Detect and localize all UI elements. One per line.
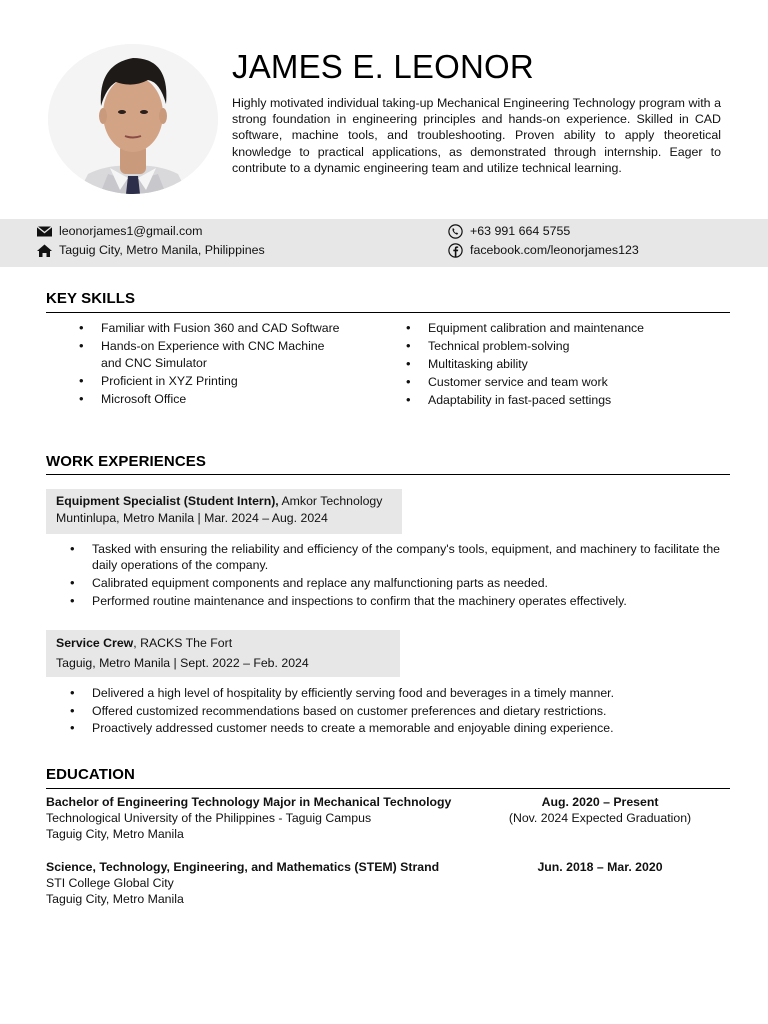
work-heading: WORK EXPERIENCES bbox=[46, 453, 206, 470]
skill-item: • Proficient in XYZ Printing bbox=[75, 373, 345, 390]
home-icon bbox=[36, 243, 53, 258]
skills-list-right bbox=[402, 320, 722, 410]
job-company: Amkor Technology bbox=[278, 494, 383, 508]
job-header-2 bbox=[46, 630, 400, 677]
skill-item: • Familiar with Fusion 360 and CAD Software bbox=[75, 320, 345, 337]
contact-facebook[interactable] bbox=[447, 241, 639, 259]
skill-item: • Microsoft Office bbox=[75, 391, 345, 408]
duty-item: • Offered customized recommendations based on customer preferences and dietary restrictions. bbox=[66, 703, 720, 719]
job-duties-2 bbox=[66, 685, 720, 738]
skill-item: • Customer service and team work bbox=[402, 374, 722, 391]
skills-heading: KEY SKILLS bbox=[46, 290, 136, 307]
applicant-name: JAMES E. LEONOR bbox=[232, 48, 534, 85]
education-entry-2 bbox=[46, 859, 730, 907]
job-meta: Taguig, Metro Manila | Sept. 2022 – Feb. 2024 bbox=[56, 655, 309, 670]
job-company: , RACKS The Fort bbox=[133, 636, 233, 650]
skill-item: • Technical problem-solving bbox=[402, 338, 722, 355]
job-duties-1 bbox=[66, 541, 720, 610]
degree-title: Bachelor of Engineering Technology Major in Mechanical Technology bbox=[46, 795, 452, 809]
phone-text: +63 991 664 5755 bbox=[470, 224, 571, 238]
skill-item: • Hands-on Experience with CNC Machine and CNC Simulator bbox=[75, 338, 345, 371]
school-name: Technological University of the Philippines - Taguig Campus bbox=[46, 811, 372, 825]
job-header-1 bbox=[46, 489, 402, 534]
date-range: Jun. 2018 – Mar. 2020 bbox=[537, 860, 663, 874]
skill-item: • Adaptability in fast-paced settings bbox=[402, 392, 722, 409]
job-meta: Muntinlupa, Metro Manila | Mar. 2024 – Aug. 2024 bbox=[56, 510, 328, 525]
school-location: Taguig City, Metro Manila bbox=[46, 892, 184, 906]
job-title-line bbox=[56, 635, 390, 652]
duty-item: • Delivered a high level of hospitality by efficiently serving food and beverages in a timely manner. bbox=[66, 685, 720, 701]
job-role: Service Crew bbox=[56, 636, 134, 650]
education-dates bbox=[500, 859, 700, 875]
skill-item: • Multitasking ability bbox=[402, 356, 722, 373]
address-text: Taguig City, Metro Manila, Philippines bbox=[59, 243, 265, 257]
education-entry-1 bbox=[46, 794, 730, 842]
job-role: Equipment Specialist (Student Intern), bbox=[56, 494, 279, 508]
education-divider bbox=[46, 788, 730, 789]
graduation-note: (Nov. 2024 Expected Graduation) bbox=[508, 811, 692, 825]
education-dates bbox=[500, 794, 700, 826]
profile-photo bbox=[48, 44, 218, 194]
school-location: Taguig City, Metro Manila bbox=[46, 827, 184, 841]
duty-item: • Performed routine maintenance and inspections to confirm that the machinery operates effectively. bbox=[66, 593, 720, 609]
job-title-line bbox=[56, 493, 392, 510]
envelope-icon bbox=[36, 224, 53, 239]
skills-divider bbox=[46, 312, 730, 313]
duty-item: • Tasked with ensuring the reliability and efficiency of the company's tools, equipment, and machinery to facilitate the daily operations of the company. bbox=[66, 541, 720, 574]
skills-list-left bbox=[75, 320, 345, 409]
education-heading: EDUCATION bbox=[46, 766, 135, 783]
duty-item: • Calibrated equipment components and replace any malfunctioning parts as needed. bbox=[66, 575, 720, 591]
contact-email[interactable] bbox=[36, 222, 202, 240]
work-divider bbox=[46, 474, 730, 475]
facebook-text: facebook.com/leonorjames123 bbox=[470, 243, 639, 257]
facebook-icon bbox=[447, 243, 464, 258]
contact-bar bbox=[0, 219, 768, 267]
degree-title: Science, Technology, Engineering, and Mathematics (STEM) Strand bbox=[46, 860, 440, 874]
school-name: STI College Global City bbox=[46, 876, 174, 890]
profile-summary: Highly motivated individual taking-up Mechanical Engineering Technology program with a strong foundation in engineering principles and hands-on experience. Skilled in CAD software, machine tools, and troubleshooting. Proven ability to apply theoretical knowledge to practical applications, as demonstrated through internship. Eager to contribute to a dynamic engineering team and utilize technical learning. bbox=[232, 96, 721, 175]
contact-phone[interactable] bbox=[447, 222, 570, 240]
duty-item: • Proactively addressed customer needs to create a memorable and enjoyable dining experience. bbox=[66, 720, 720, 736]
email-text: leonorjames1@gmail.com bbox=[59, 224, 203, 238]
contact-address bbox=[36, 241, 265, 259]
phone-icon bbox=[447, 224, 464, 239]
skill-item: • Equipment calibration and maintenance bbox=[402, 320, 722, 337]
date-range: Aug. 2020 – Present bbox=[541, 795, 659, 809]
